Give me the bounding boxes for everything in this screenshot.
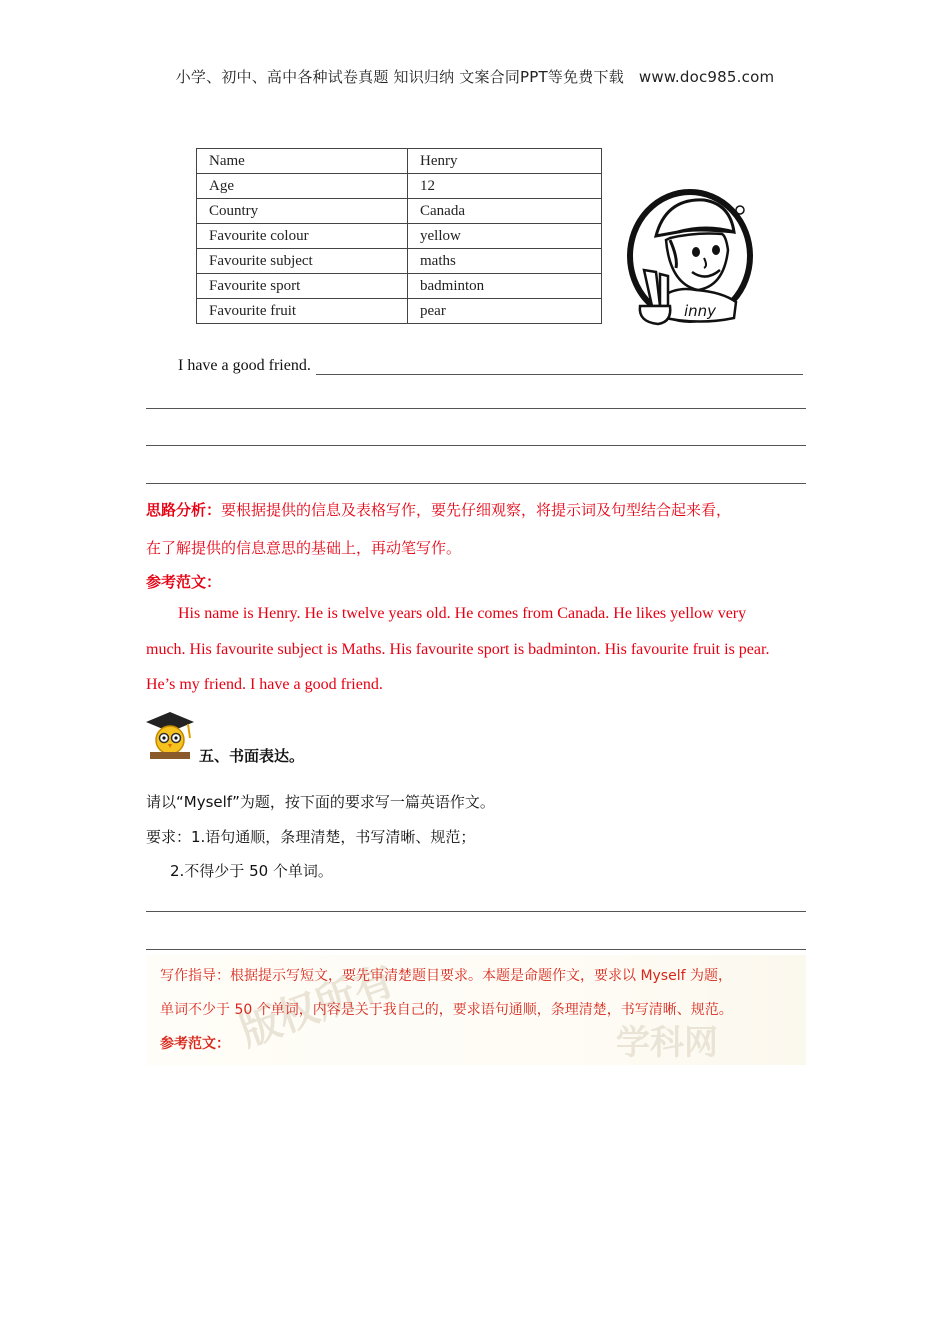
table-key: Name <box>197 149 408 174</box>
essay-line2: much. His favourite subject is Maths. His favourite sport is badminton. His favourite fruit is pear. <box>146 641 770 658</box>
table-row <box>197 274 602 299</box>
table-key: Age <box>197 174 408 199</box>
table-row <box>197 199 602 224</box>
page-header <box>0 66 950 87</box>
analysis-line1 <box>146 499 826 520</box>
answer-line <box>316 374 803 375</box>
table-row <box>197 174 602 199</box>
analysis-text2: 在了解提供的信息意思的基础上，再动笔写作。 <box>146 539 462 557</box>
answer-line <box>146 445 806 446</box>
answer-line <box>146 949 806 950</box>
answer-line <box>146 911 806 912</box>
table-key: Favourite colour <box>197 224 408 249</box>
answer-line <box>146 483 806 484</box>
header-text: 小学、初中、高中各种试卷真题 知识归纳 文案合同PPT等免费下载 <box>175 68 624 86</box>
table-value: 12 <box>408 174 602 199</box>
table-value: Henry <box>408 149 602 174</box>
table-row <box>197 249 602 274</box>
guide-line3: 参考范文： <box>160 1036 230 1052</box>
watermark-2: 学科网 <box>616 1023 718 1063</box>
essay-line3: He’s my friend. I have a good friend. <box>146 676 383 693</box>
table-row <box>197 224 602 249</box>
watermark-1: 版权所有 <box>234 957 401 1056</box>
header-url[interactable]: www.doc985.com <box>638 68 775 86</box>
table-value: badminton <box>408 274 602 299</box>
table-key: Favourite sport <box>197 274 408 299</box>
table-value: maths <box>408 249 602 274</box>
table-value: yellow <box>408 224 602 249</box>
boy-avatar <box>626 188 756 328</box>
table-row <box>197 149 602 174</box>
reference-label: 参考范文： <box>146 573 222 591</box>
table-key: Favourite subject <box>197 249 408 274</box>
section5-requirement2: 2.不得少于 50 个单词。 <box>170 862 333 880</box>
answer-line <box>146 408 806 409</box>
section5-title: 五、书面表达。 <box>199 747 305 765</box>
guide-line1: 写作指导：根据提示写短文，要先审清楚题目要求。本题是命题作文，要求以 Myself 为题， <box>160 968 732 984</box>
table-value: Canada <box>408 199 602 224</box>
section5-requirement1: 要求：1.语句通顺，条理清楚，书写清晰、规范； <box>146 828 476 846</box>
info-table <box>196 148 602 324</box>
table-row <box>197 299 602 324</box>
writing-guide-image <box>146 955 806 1065</box>
table-value: pear <box>408 299 602 324</box>
prompt-text: I have a good friend. <box>178 357 311 374</box>
essay-line1: His name is Henry. He is twelve years old. He comes from Canada. He likes yellow very <box>178 605 747 622</box>
analysis-text1: 要根据提供的信息及表格写作，要先仔细观察，将提示词及句型结合起来看， <box>221 501 732 519</box>
scholar-icon <box>142 706 198 762</box>
guide-line2: 单词不少于 50 个单词，内容是关于我自己的，要求语句通顺，条理清楚，书写清晰、规范。 <box>160 1002 733 1018</box>
table-key: Country <box>197 199 408 224</box>
analysis-label: 思路分析： <box>146 501 222 519</box>
boy-avatar-image <box>626 188 756 328</box>
avatar-label: inny <box>684 302 717 320</box>
table-key: Favourite fruit <box>197 299 408 324</box>
section5-question: 请以“Myself”为题，按下面的要求写一篇英语作文。 <box>146 793 495 811</box>
